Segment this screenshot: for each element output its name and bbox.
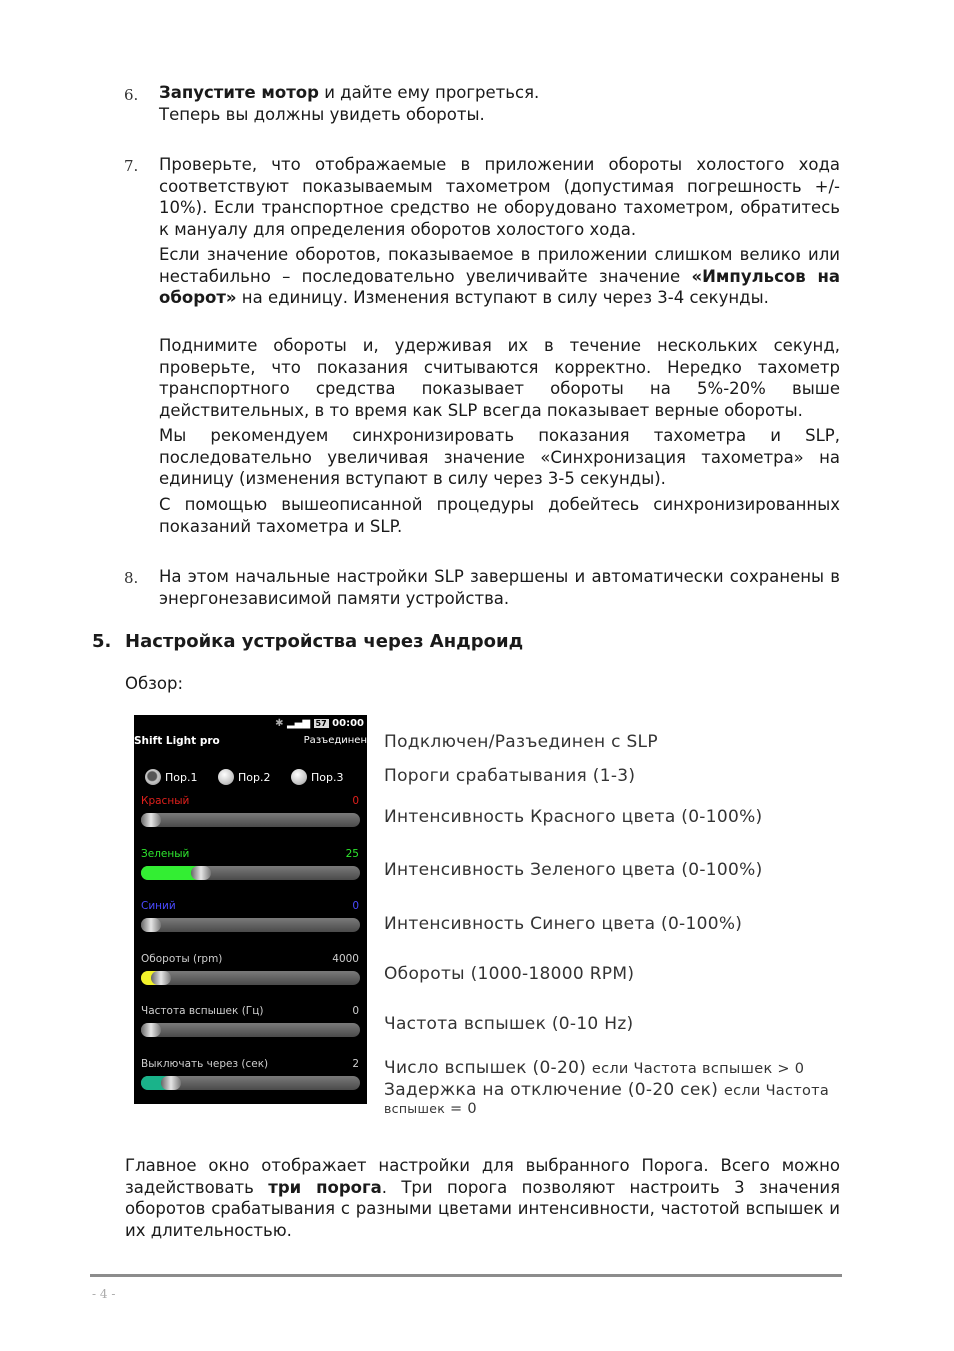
- radio-dot[interactable]: [291, 769, 307, 785]
- label-delay-note-2: вспышек: [384, 1101, 446, 1116]
- label-red: Интенсивность Красного цвета (0-100%): [384, 807, 763, 827]
- slider-track[interactable]: [141, 813, 360, 827]
- slider-label: Обороты (rpm): [141, 953, 223, 965]
- label-green: Интенсивность Зеленого цвета (0-100%): [384, 860, 763, 880]
- step-7-p5: С помощью вышеописанной процедуры добейтесь синхронизированных показаний тахометра и SLP.: [159, 495, 840, 536]
- threshold-label: Пор.1: [165, 770, 198, 784]
- summary-a: Главное окно отображает настройки для выбранного Порога. Всего можно задействовать: [125, 1156, 840, 1197]
- slider-track[interactable]: [141, 1076, 360, 1090]
- slider-value: 0: [352, 795, 359, 807]
- label-flash-count-note: если Частота вспышек > 0: [591, 1061, 805, 1077]
- bluetooth-icon: ✱: [275, 718, 284, 729]
- slider-thumb[interactable]: [191, 866, 211, 880]
- label-thresholds: Пороги срабатывания (1-3): [384, 766, 636, 786]
- slider-thumb[interactable]: [141, 1023, 161, 1037]
- step-7-p4: Мы рекомендуем синхронизировать показания тахометра и SLP, последовательно увеличивая значение «Синхронизация тахометра» на единицу (изменения вступают в силу через 3-5 секунды).: [159, 426, 840, 488]
- threshold-label: Пор.3: [311, 770, 344, 784]
- threshold-radio-2[interactable]: [218, 769, 270, 785]
- radio-dot[interactable]: [145, 769, 161, 785]
- slider-track[interactable]: [141, 866, 360, 880]
- slider-thumb[interactable]: [141, 813, 161, 827]
- overview-label: Обзор:: [125, 674, 184, 693]
- app-title: Shift Light pro: [134, 735, 220, 747]
- summary-bold: три порога: [268, 1177, 382, 1197]
- slider-track[interactable]: [141, 971, 360, 985]
- page-number: - 4 -: [92, 1287, 116, 1301]
- slider-label: Зеленый: [141, 848, 190, 860]
- slider-label: Синий: [141, 900, 176, 912]
- step-7-p3: Поднимите обороты и, удерживая их в течение нескольких секунд, проверьте, что показания считываются корректно. Нередко тахометр транспортного средства показывает обороты на 5%-20% выше действительных, в то время как SLP всегда показывает верные обороты.: [159, 336, 840, 420]
- slider-value: 4000: [332, 953, 359, 965]
- step-number: 6.: [124, 86, 139, 104]
- status-time: 00:00: [332, 718, 364, 729]
- slider-thumb[interactable]: [161, 1076, 181, 1090]
- label-delay-eq: = 0: [445, 1101, 477, 1117]
- summary-paragraph: [125, 1155, 840, 1241]
- threshold-label: Пор.2: [238, 770, 271, 784]
- battery-icon: 57: [315, 719, 327, 728]
- step-7-p2-a: Если значение оборотов, показываемое в приложении слишком велико или нестабильно – последовательно увеличивайте значение: [159, 245, 840, 286]
- slider-label: Красный: [141, 795, 190, 807]
- label-rpm: Обороты (1000-18000 RPM): [384, 964, 635, 984]
- signal-icon: ▂▄▆: [286, 718, 311, 729]
- label-connection: Подключен/Разъединен с SLP: [384, 732, 658, 752]
- footer-rule: [90, 1274, 842, 1277]
- section-title: Настройка устройства через Андроид: [125, 631, 524, 652]
- label-delay: [384, 1080, 829, 1100]
- threshold-radio-1[interactable]: [145, 769, 197, 785]
- slider-value: 0: [352, 1005, 359, 1017]
- slider-value: 0: [352, 900, 359, 912]
- step-6-text: [159, 82, 840, 125]
- step-6-rest: и дайте ему прогреться.: [318, 83, 540, 102]
- step-number: 8.: [124, 569, 139, 587]
- step-6-line2: Теперь вы должны увидеть обороты.: [159, 104, 485, 124]
- label-flash-count-main: Число вспышек (0-20): [384, 1058, 592, 1078]
- status-bar: [275, 718, 364, 729]
- threshold-radio-3[interactable]: [291, 769, 343, 785]
- slider-track[interactable]: [141, 918, 360, 932]
- slider-value: 25: [345, 848, 359, 860]
- slider-value: 2: [352, 1058, 359, 1070]
- step-6-bold: Запустите мотор: [159, 83, 319, 102]
- app-screenshot: [134, 715, 367, 1104]
- summary-b: . Три порога позволяют настроить 3 значения оборотов срабатывания с разными цветами интенсивности, частотой вспышек и их длительностью.: [125, 1177, 840, 1240]
- label-delay-note: если Частота: [723, 1083, 830, 1099]
- step-7-p1: Проверьте, что отображаемые в приложении обороты холостого хода соответствуют показываемым тахометром (допустимая погрешность +/- 10%). Если транспортное средство не оборудовано тахометром, обратитесь к мануалу для определения оборотов холостого хода.: [159, 155, 840, 239]
- section-number: 5.: [92, 631, 112, 652]
- slider-label: Выключать через (сек): [141, 1058, 269, 1070]
- slider-track[interactable]: [141, 1023, 360, 1037]
- radio-dot[interactable]: [218, 769, 234, 785]
- step-8-text: На этом начальные настройки SLP завершены и автоматически сохранены в энергонезависимой памяти устройства.: [159, 567, 840, 608]
- slider-label: Частота вспышек (Гц): [141, 1005, 264, 1017]
- connection-status[interactable]: Разъединен: [303, 735, 367, 746]
- label-blue: Интенсивность Синего цвета (0-100%): [384, 914, 743, 934]
- label-delay-cont: [384, 1101, 477, 1117]
- step-7-p2-bold: «Импульсов на оборот»: [159, 266, 841, 307]
- step-7-p2: [159, 244, 840, 309]
- slider-thumb[interactable]: [151, 971, 171, 985]
- label-flash-count: [384, 1058, 804, 1078]
- step-number: 7.: [124, 157, 139, 175]
- label-frequency: Частота вспышек (0-10 Hz): [384, 1014, 634, 1034]
- section-heading: [92, 631, 523, 652]
- slider-thumb[interactable]: [141, 918, 161, 932]
- label-delay-main: Задержка на отключение (0-20 сек): [384, 1080, 724, 1100]
- step-7-p2-b: на единицу. Изменения вступают в силу через 3-4 секунды.: [236, 288, 769, 307]
